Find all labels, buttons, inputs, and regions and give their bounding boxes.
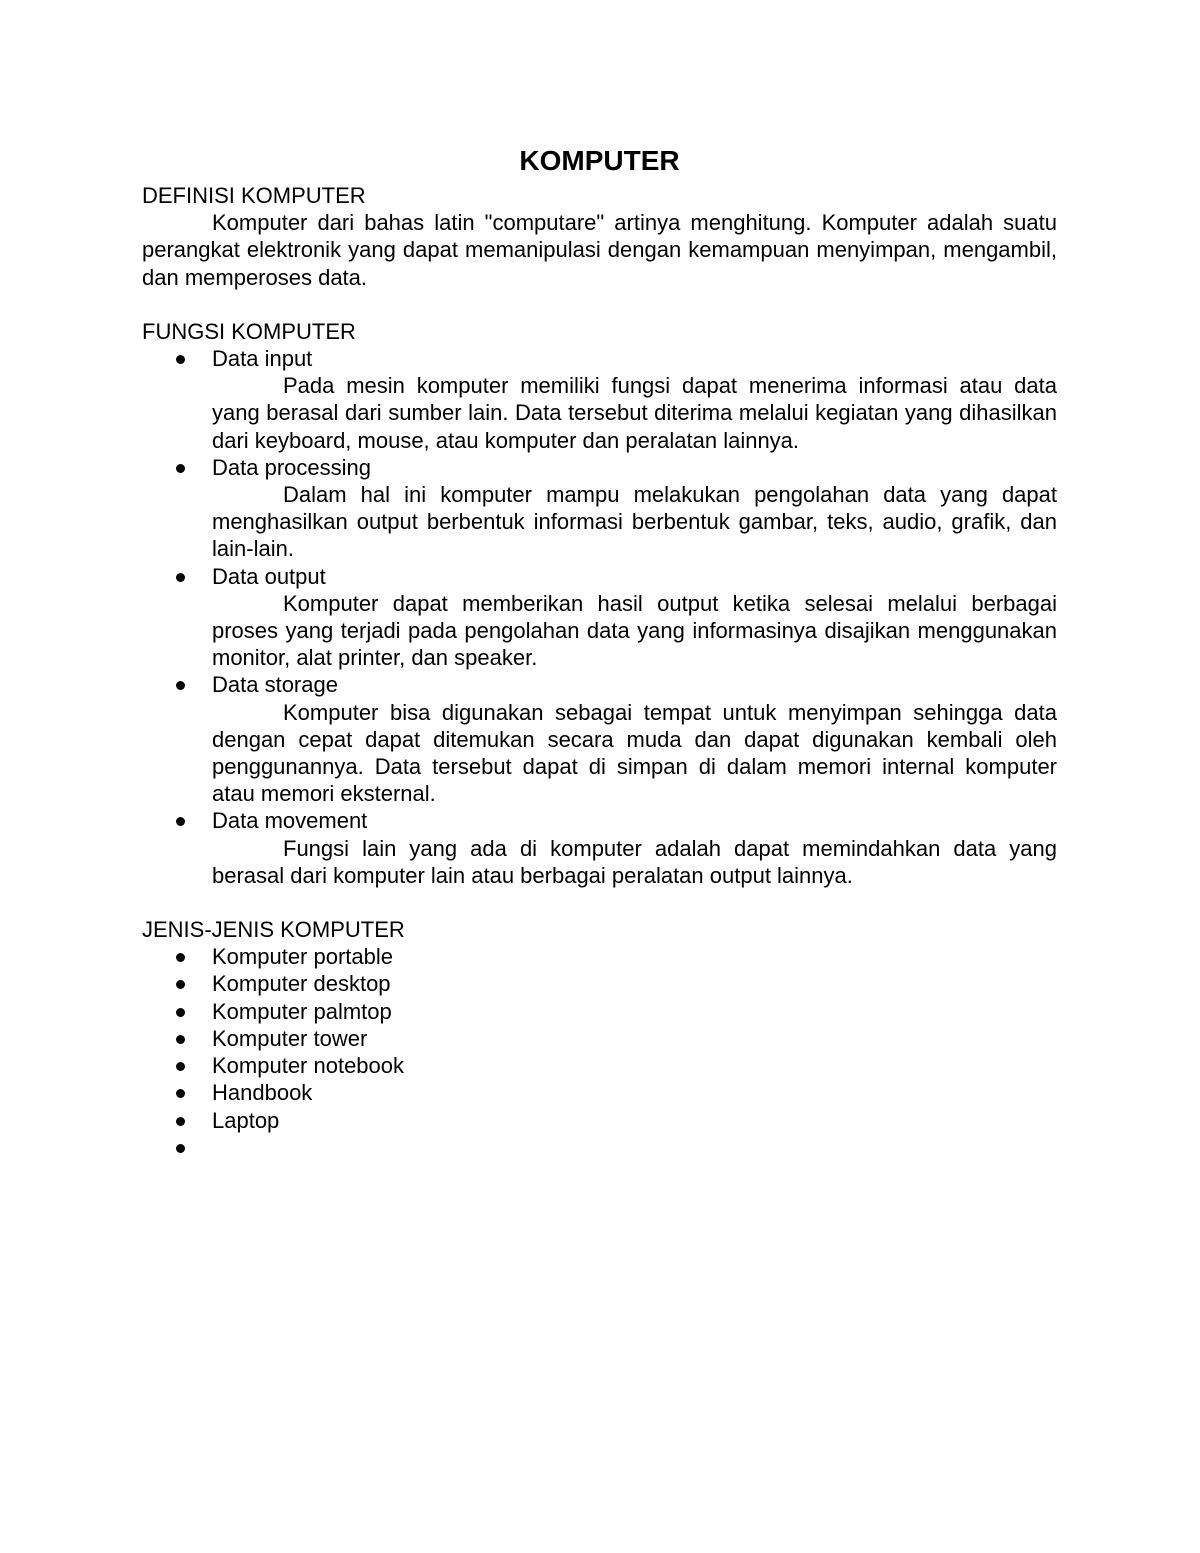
fungsi-list-item: [142, 345, 1057, 454]
jenis-list-item: [142, 998, 1057, 1025]
fungsi-item-label: Data storage: [212, 672, 338, 698]
fungsi-item-label: Data input: [212, 346, 313, 372]
bullet-icon: [176, 1089, 185, 1098]
bullet-icon: [176, 980, 185, 989]
jenis-list-item: [142, 1052, 1057, 1079]
jenis-list: [142, 943, 1057, 1160]
spacer: [142, 291, 1057, 318]
fungsi-item-description: Komputer bisa digunakan sebagai tempat untuk menyimpan sehingga data dengan cepat dapat ditemukan secara muda dan dapat digunakan kembali oleh penggunannya. Data tersebut dapat di simpan di dalam memori internal komputer atau memori eksternal.: [212, 699, 1057, 807]
bullet-icon: [176, 681, 185, 690]
jenis-item-label: Komputer portable: [212, 944, 393, 970]
fungsi-item-description: Pada mesin komputer memiliki fungsi dapat menerima informasi atau data yang berasal dari sumber lain. Data tersebut diterima melalui kegiatan yang dihasilkan dari keyboard, mouse, atau komputer dan peralatan lainnya.: [212, 373, 1057, 453]
fungsi-item-description: Komputer dapat memberikan hasil output ketika selesai melalui berbagai proses yang terjadi pada pengolahan data yang informasinya disajikan menggunakan monitor, alat printer, dan speaker.: [212, 590, 1057, 671]
spacer: [142, 889, 1057, 916]
fungsi-list-item: [142, 454, 1057, 563]
fungsi-item-description: Dalam hal ini komputer mampu melakukan pengolahan data yang dapat menghasilkan output berbentuk informasi berbentuk gambar, teks, audio, grafik, dan lain-lain.: [212, 482, 1057, 562]
jenis-item-label: Komputer desktop: [212, 971, 391, 997]
fungsi-item-label: Data movement: [212, 808, 368, 834]
jenis-list-item: [142, 1107, 1057, 1134]
fungsi-list-item: [142, 671, 1057, 807]
section-heading-definisi: DEFINISI KOMPUTER: [142, 183, 366, 208]
fungsi-list-item: [142, 563, 1057, 672]
bullet-icon: [176, 464, 185, 473]
jenis-list-item: [142, 943, 1057, 970]
document-title: KOMPUTER: [519, 145, 680, 176]
jenis-list-item: [142, 1025, 1057, 1052]
bullet-icon: [176, 1144, 185, 1153]
fungsi-item-label: Data output: [212, 563, 326, 589]
fungsi-list: [142, 345, 1057, 889]
jenis-item-label: Komputer palmtop: [212, 998, 392, 1024]
bullet-icon: [176, 355, 185, 364]
bullet-icon: [176, 953, 185, 962]
jenis-list-item: [142, 1079, 1057, 1106]
jenis-item-label: Komputer tower: [212, 1025, 368, 1051]
fungsi-list-item: [142, 807, 1057, 889]
fungsi-item-description: Fungsi lain yang ada di komputer adalah dapat memindahkan data yang berasal dari komputer lain atau berbagai peralatan output lainnya.: [212, 835, 1057, 888]
section-heading-jenis: JENIS-JENIS KOMPUTER: [142, 917, 405, 943]
fungsi-item-label: Data processing: [212, 454, 371, 480]
jenis-item-label: Komputer notebook: [212, 1053, 405, 1079]
bullet-icon: [176, 1062, 185, 1071]
bullet-icon: [176, 817, 185, 826]
bullet-icon: [176, 1117, 185, 1126]
section-heading-fungsi: FUNGSI KOMPUTER: [142, 318, 356, 344]
bullet-icon: [176, 1008, 185, 1017]
jenis-list-item-empty: [142, 1134, 1057, 1161]
bullet-icon: [176, 573, 185, 582]
jenis-item-label: Laptop: [212, 1107, 280, 1133]
definisi-paragraph: Komputer dari bahas latin "computare" artinya menghitung. Komputer adalah suatu perangkat elektronik yang dapat memanipulasi dengan kemampuan menyimpan, mengambil, dan memperoses data.: [142, 210, 1057, 290]
jenis-list-item: [142, 970, 1057, 997]
document-page: [142, 142, 1057, 1161]
jenis-item-label: Handbook: [212, 1080, 313, 1106]
bullet-icon: [176, 1035, 185, 1044]
